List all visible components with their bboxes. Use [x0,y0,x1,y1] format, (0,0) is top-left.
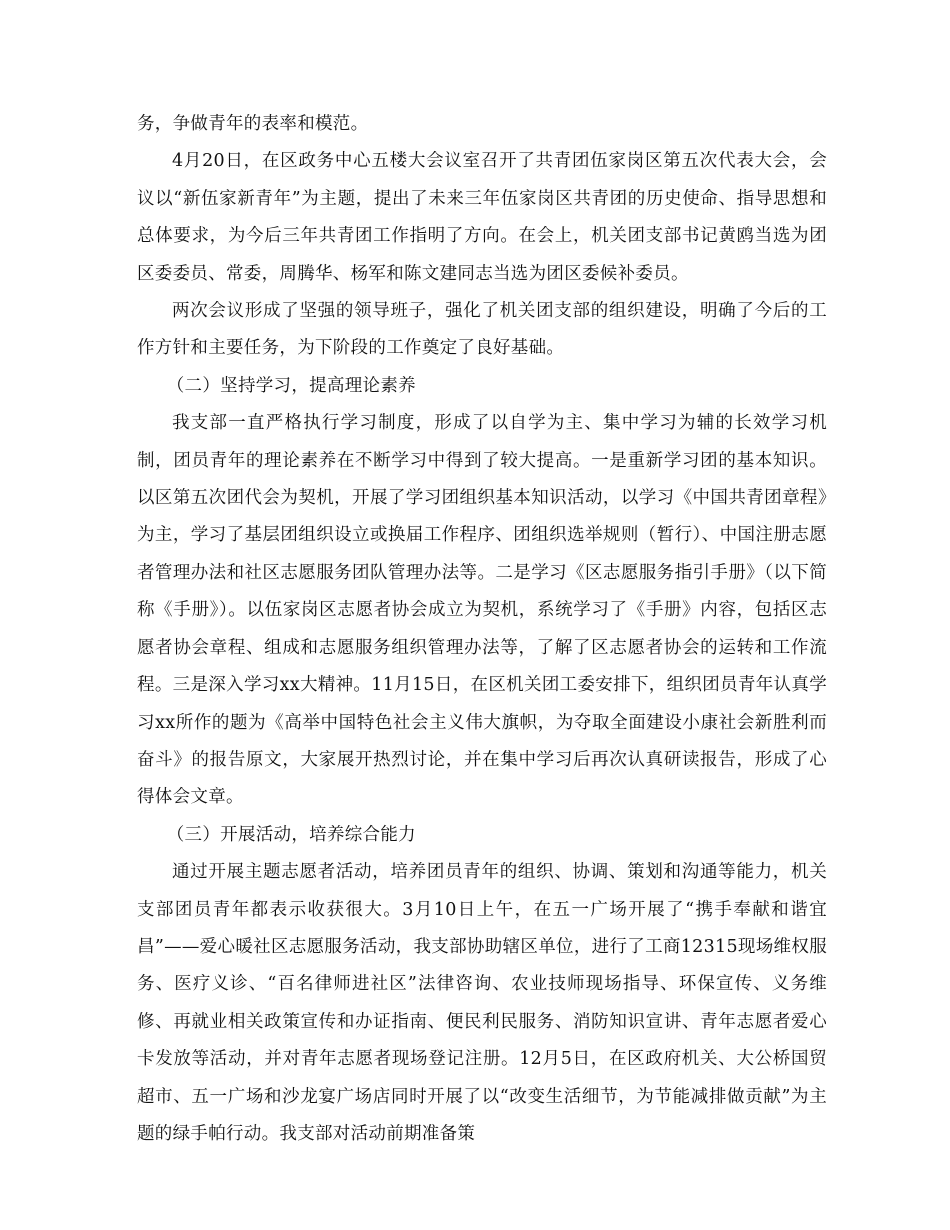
paragraph-activities: 通过开展主题志愿者活动，培养团员青年的组织、协调、策划和沟通等能力，机关支部团员青年都表示收获很大。3月10日上午，在五一广场开展了“携手奉献和谐宜昌”——爱心暖社区志愿服务活动，我支部协助辖区单位，进行了工商12315现场维权服务、医疗义诊、“百名律师进社区”法律咨询、农业技师现场指导、环保宣传、义务维修、再就业相关政策宣传和办证指南、便民利民服务、消防知识宣讲、青年志愿者爱心卡发放等活动，并对青年志愿者现场登记注册。12月5日，在区政府机关、大公桥国贸超市、五一广场和沙龙宴广场店同时开展了以“改变生活细节，为节能减排做贡献”为主题的绿手帕行动。我支部对活动前期准备策 [137,862,827,1144]
paragraph-study: 我支部一直严格执行学习制度，形成了以自学为主、集中学习为辅的长效学习机制，团员青年的理论素养在不断学习中得到了较大提高。一是重新学习团的基本知识。以区第五次团代会为契机，开展了学习团组织基本知识活动，以学习《中国共青团章程》为主，学习了基层团组织设立或换届工作程序、团组织选举规则（暂行）、中国注册志愿者管理办法和社区志愿服务团队管理办法等。二是学习《区志愿服务指引手册》（以下简称《手册》）。以伍家岗区志愿者协会成立为契机，系统学习了《手册》内容，包括区志愿者协会章程、组成和志愿服务组织管理办法等，了解了区志愿者协会的运转和工作流程。三是深入学习xx大精神。11月15日，在区机关团工委安排下，组织团员青年认真学习xx所作的题为《高举中国特色社会主义伟大旗帜，为夺取全面建设小康社会新胜利而奋斗》的报告原文，大家展开热烈讨论，并在集中学习后再次认真研读报告，形成了心得体会文章。 [137,413,827,808]
document-body [137,106,827,1153]
paragraph-continuation: 务，争做青年的表率和模范。 [137,114,369,134]
section-heading-activities: （三）开展活动，培养综合能力 [166,824,416,845]
paragraph-meetings-summary: 两次会议形成了坚强的领导班子，强化了机关团支部的组织建设，明确了今后的工作方针和主要任务，为下阶段的工作奠定了良好基础。 [137,301,827,359]
section-heading-study: （二）坚持学习，提高理论素养 [166,375,416,396]
paragraph-congress: 4月20日，在区政务中心五楼大会议室召开了共青团伍家岗区第五次代表大会，会议以“新伍家新青年”为主题，提出了未来三年伍家岗区共青团的历史使命、指导思想和总体要求，为今后三年共青团工作指明了方向。在会上，机关团支部书记黄鸥当选为团区委委员、常委，周腾华、杨军和陈文建同志当选为团区委候补委员。 [137,151,827,284]
